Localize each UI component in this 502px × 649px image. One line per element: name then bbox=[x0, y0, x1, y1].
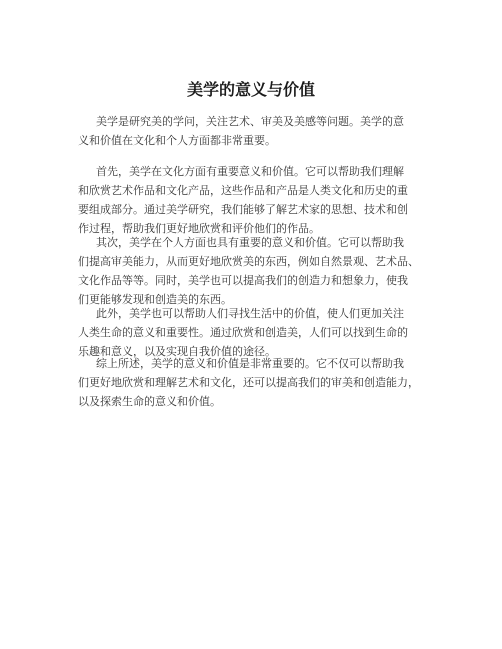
paragraph-line: 首先，美学在文化方面有重要意义和价值。它可以帮助我们理解 bbox=[96, 165, 404, 178]
paragraph-line: 们提高审美能力，从而更好地欣赏美的东西，例如自然景观、艺术品、 bbox=[78, 255, 419, 268]
paragraph-line: 美学是研究美的学问，关注艺术、审美及美感等问题。美学的意 bbox=[96, 115, 404, 128]
paragraph-line: 作过程，帮助我们更好地欣赏和评价他们的作品。 bbox=[78, 222, 320, 235]
paragraph-line: 其次，美学在个人方面也具有重要的意义和价值。它可以帮助我 bbox=[96, 236, 404, 249]
paragraph-line: 乐趣和意义，以及实现自我价值的途径。 bbox=[78, 345, 276, 358]
paragraph-culture bbox=[78, 162, 408, 238]
paragraph-line: 和欣赏艺术作品和文化产品，这些作品和产品是人类文化和历史的重 bbox=[78, 184, 408, 197]
paragraph-line: 文化作品等等。同时，美学也可以提高我们的创造力和想象力，使我 bbox=[78, 274, 408, 287]
paragraph-line: 义和价值在文化和个人方面都非常重要。 bbox=[78, 134, 276, 147]
paragraph-line: 要组成部分。通过美学研究，我们能够了解艺术家的思想、技术和创 bbox=[78, 203, 408, 216]
paragraph-line: 人类生命的意义和重要性。通过欣赏和创造美，人们可以找到生命的 bbox=[78, 326, 408, 339]
paragraph-life-value bbox=[78, 304, 408, 361]
paragraph-line: 们更好地欣赏和理解艺术和文化，还可以提高我们的审美和创造能力， bbox=[78, 376, 419, 389]
paragraph-line: 综上所述，美学的意义和价值是非常重要的。它不仅可以帮助我 bbox=[96, 357, 404, 370]
paragraph-intro bbox=[78, 112, 404, 150]
paragraph-line: 们更能够发现和创造美的东西。 bbox=[78, 293, 232, 306]
paragraph-line: 此外，美学也可以帮助人们寻找生活中的价值，使人们更加关注 bbox=[96, 307, 404, 320]
document-title: 美学的意义与价值 bbox=[186, 80, 315, 99]
paragraph-conclusion bbox=[78, 354, 419, 411]
paragraph-personal bbox=[78, 233, 419, 309]
paragraph-line: 以及探索生命的意义和价值。 bbox=[78, 395, 221, 408]
